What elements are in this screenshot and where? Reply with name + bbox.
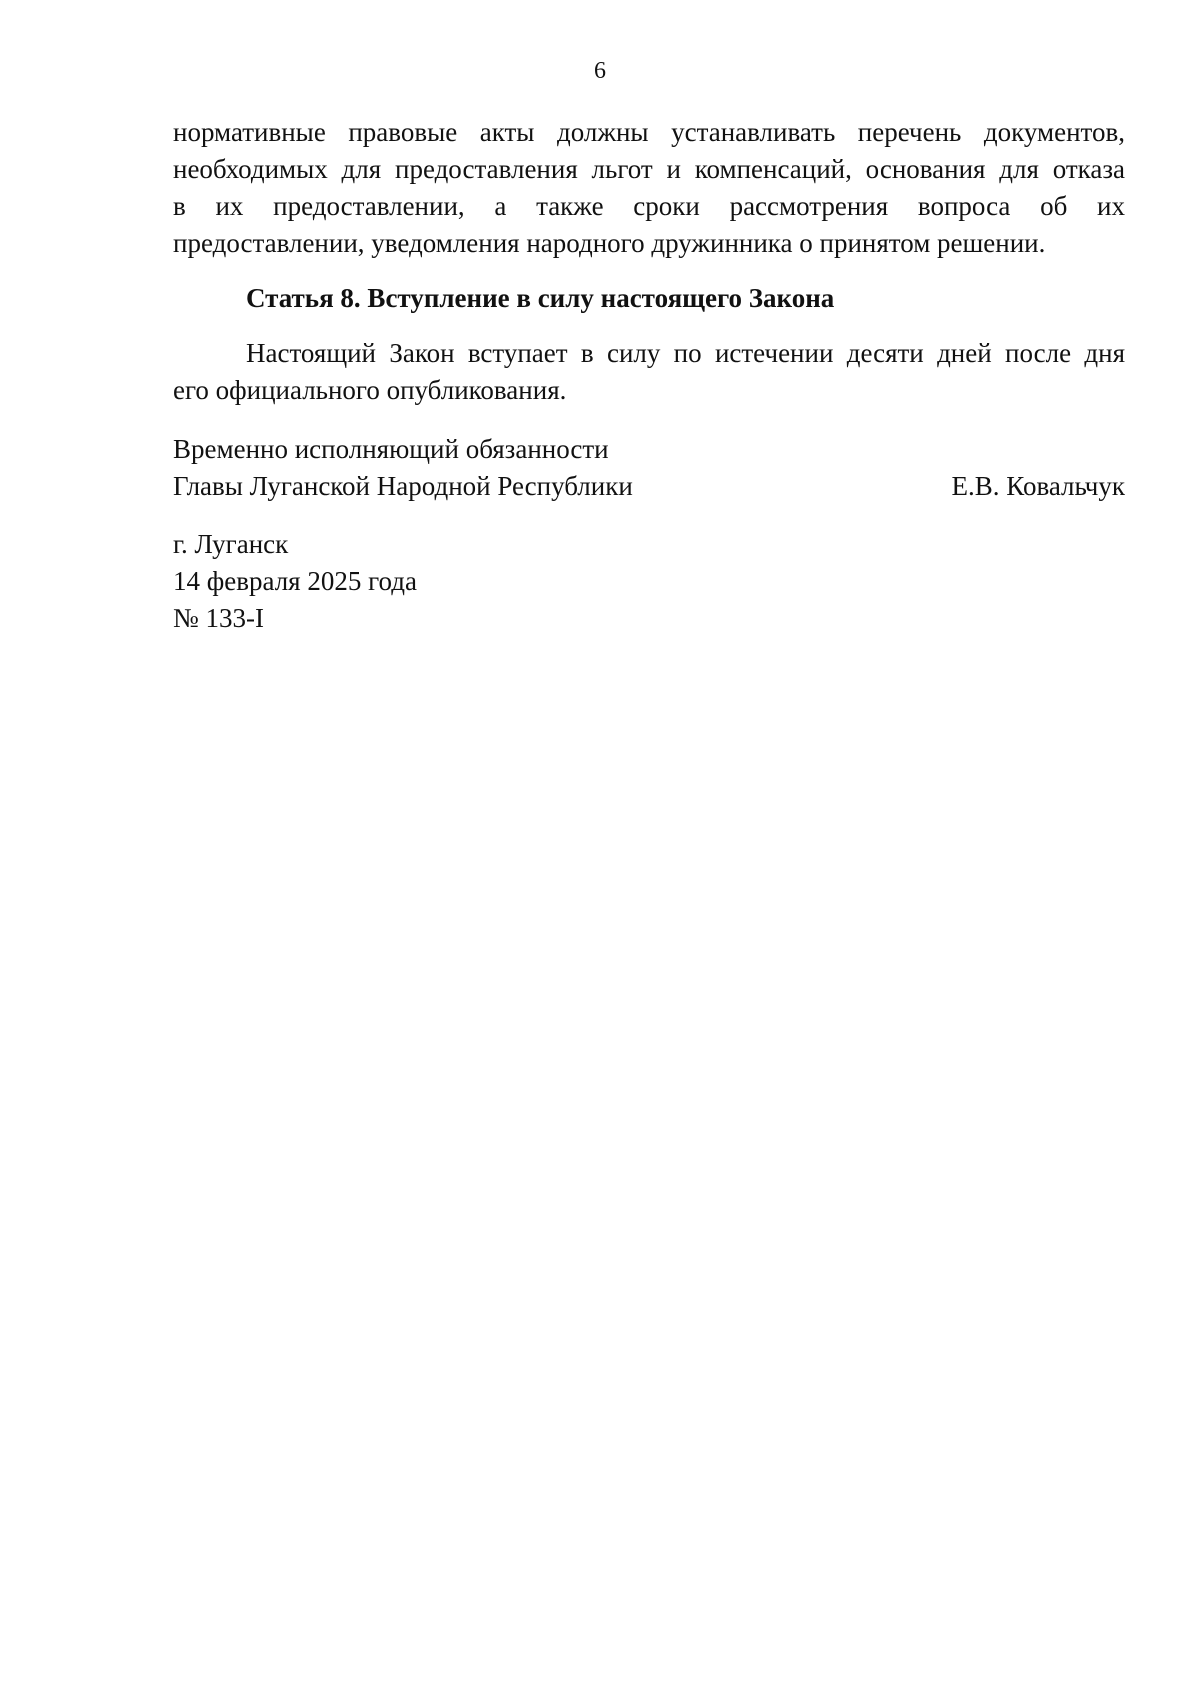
signatory-title-line-2: Главы Луганской Народной Республики [173, 471, 633, 501]
paragraph-line: необходимых для предоставления льгот и компенсаций, основания для отказа [173, 154, 1125, 184]
paragraph-line: Настоящий Закон вступает в силу по истечении десяти дней после дня [246, 338, 1125, 368]
paragraph-line: предоставлении, уведомления народного дружинника о принятом решении. [173, 228, 1046, 258]
paragraph-line: нормативные правовые акты должны устанавливать перечень документов, [173, 117, 1125, 147]
city: г. Луганск [173, 529, 289, 559]
signatory-name: Е.В. Ковальчук [951, 471, 1125, 501]
signatory-title-line-1: Временно исполняющий обязанности [173, 434, 609, 464]
law-number: № 133-I [173, 603, 264, 633]
article-8-body [173, 335, 1125, 409]
signatory-row [173, 468, 1125, 505]
place-date-block [173, 526, 1125, 637]
article-8-heading: Статья 8. Вступление в силу настоящего Закона [246, 283, 835, 313]
paragraph-line: его официального опубликования. [173, 375, 567, 405]
page-number: 6 [594, 58, 606, 84]
paragraph-line: в их предоставлении, а также сроки рассмотрения вопроса об их [173, 191, 1125, 221]
signature-block [173, 431, 1125, 505]
date: 14 февраля 2025 года [173, 566, 417, 596]
intro-paragraph [173, 114, 1125, 262]
document-body [173, 114, 1125, 637]
